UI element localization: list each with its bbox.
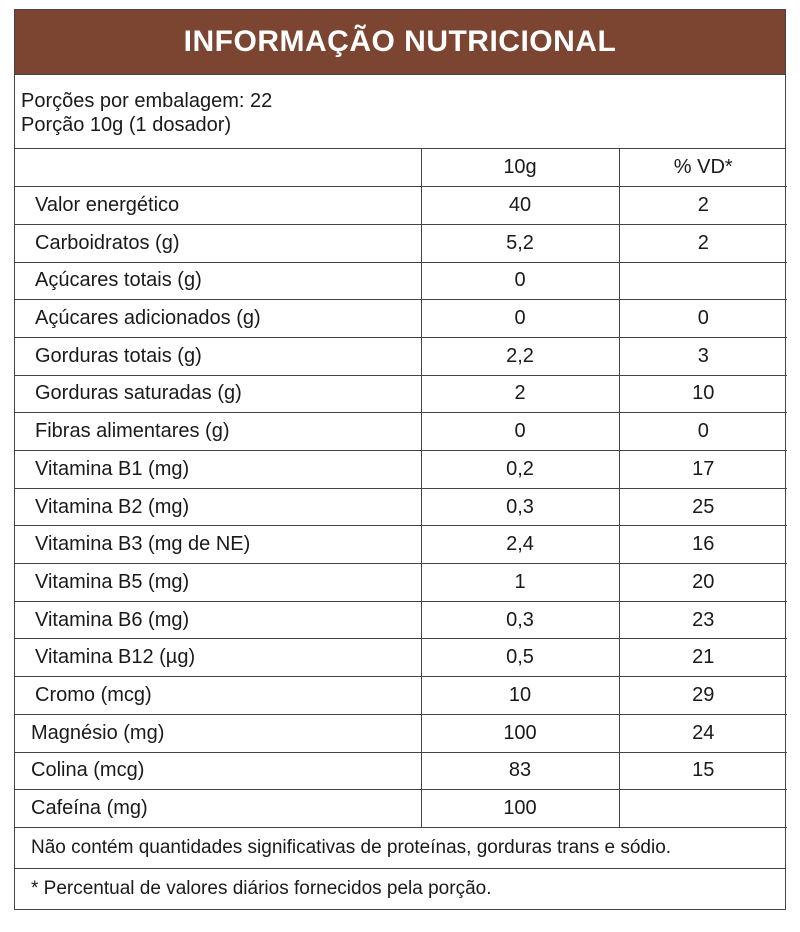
nutrient-vd: 15 [619,752,787,790]
table-row [15,224,787,262]
nutrient-name: Magnésio (mg) [15,714,421,752]
nutrient-name: Vitamina B6 (mg) [15,601,421,639]
nutrient-amount: 100 [421,714,619,752]
nutrient-vd: 17 [619,451,787,489]
nutrient-amount: 0 [421,262,619,300]
page-title: INFORMAÇÃO NUTRICIONAL [183,25,617,58]
table-row [15,262,787,300]
servings-per-package: Porções por embalagem: 22 [21,90,273,112]
nutrient-amount: 0,3 [421,488,619,526]
footer-note-vd: * Percentual de valores diários fornecidos pela porção. [31,877,492,899]
table-row [15,639,787,677]
nutrient-vd: 0 [619,300,787,338]
nutrient-name: Açúcares totais (g) [15,262,421,300]
serving-info [15,75,785,149]
table-row [15,564,787,602]
nutrient-vd: 20 [619,564,787,602]
nutrient-amount: 1 [421,564,619,602]
nutrient-name: Fibras alimentares (g) [15,413,421,451]
nutrient-vd: 3 [619,337,787,375]
nutrient-name: Vitamina B2 (mg) [15,488,421,526]
nutrient-name: Carboidratos (g) [15,224,421,262]
table-row [15,337,787,375]
nutrient-name: Valor energético [15,187,421,225]
nutrient-vd: 0 [619,413,787,451]
nutrient-amount: 10 [421,677,619,715]
nutrient-amount: 0,2 [421,451,619,489]
title-bar [15,10,785,75]
nutrient-vd [619,262,787,300]
nutrient-name: Gorduras totais (g) [15,337,421,375]
nutrient-name: Açúcares adicionados (g) [15,300,421,338]
nutrient-vd: 25 [619,488,787,526]
column-header-vd: % VD* [619,149,787,187]
nutrient-vd: 29 [619,677,787,715]
table-row [15,187,787,225]
column-header-amount: 10g [421,149,619,187]
table-row [15,413,787,451]
nutrition-table [15,149,787,828]
nutrient-name: Gorduras saturadas (g) [15,375,421,413]
table-row [15,451,787,489]
nutrient-vd: 2 [619,187,787,225]
nutrient-amount: 5,2 [421,224,619,262]
portion-size: Porção 10g (1 dosador) [21,114,232,136]
nutrient-amount: 0 [421,300,619,338]
nutrient-vd [619,790,787,828]
table-row [15,677,787,715]
nutrient-vd: 16 [619,526,787,564]
nutrient-amount: 83 [421,752,619,790]
table-row [15,526,787,564]
nutrient-vd: 21 [619,639,787,677]
nutrient-vd: 24 [619,714,787,752]
nutrient-amount: 100 [421,790,619,828]
nutrient-name: Vitamina B1 (mg) [15,451,421,489]
nutrient-amount: 2,2 [421,337,619,375]
nutrient-amount: 0 [421,413,619,451]
nutrient-amount: 2,4 [421,526,619,564]
nutrient-name: Cromo (mcg) [15,677,421,715]
column-header-nutrient [15,149,421,187]
table-row [15,714,787,752]
nutrient-vd: 23 [619,601,787,639]
table-header-row [15,149,787,187]
nutrient-name: Vitamina B12 (µg) [15,639,421,677]
nutrient-amount: 2 [421,375,619,413]
footer-note-not-significant: Não contém quantidades significativas de proteínas, gorduras trans e sódio. [15,828,785,869]
nutrient-name: Vitamina B5 (mg) [15,564,421,602]
nutrient-amount: 0,3 [421,601,619,639]
table-row [15,300,787,338]
nutrient-vd: 2 [619,224,787,262]
table-row [15,790,787,828]
nutrient-name: Colina (mcg) [15,752,421,790]
nutrient-name: Vitamina B3 (mg de NE) [15,526,421,564]
table-row [15,375,787,413]
nutrient-name: Cafeína (mg) [15,790,421,828]
table-row [15,752,787,790]
nutrient-amount: 40 [421,187,619,225]
nutrient-amount: 0,5 [421,639,619,677]
nutrition-facts-panel [14,9,786,910]
table-row [15,488,787,526]
table-row [15,601,787,639]
nutrient-vd: 10 [619,375,787,413]
